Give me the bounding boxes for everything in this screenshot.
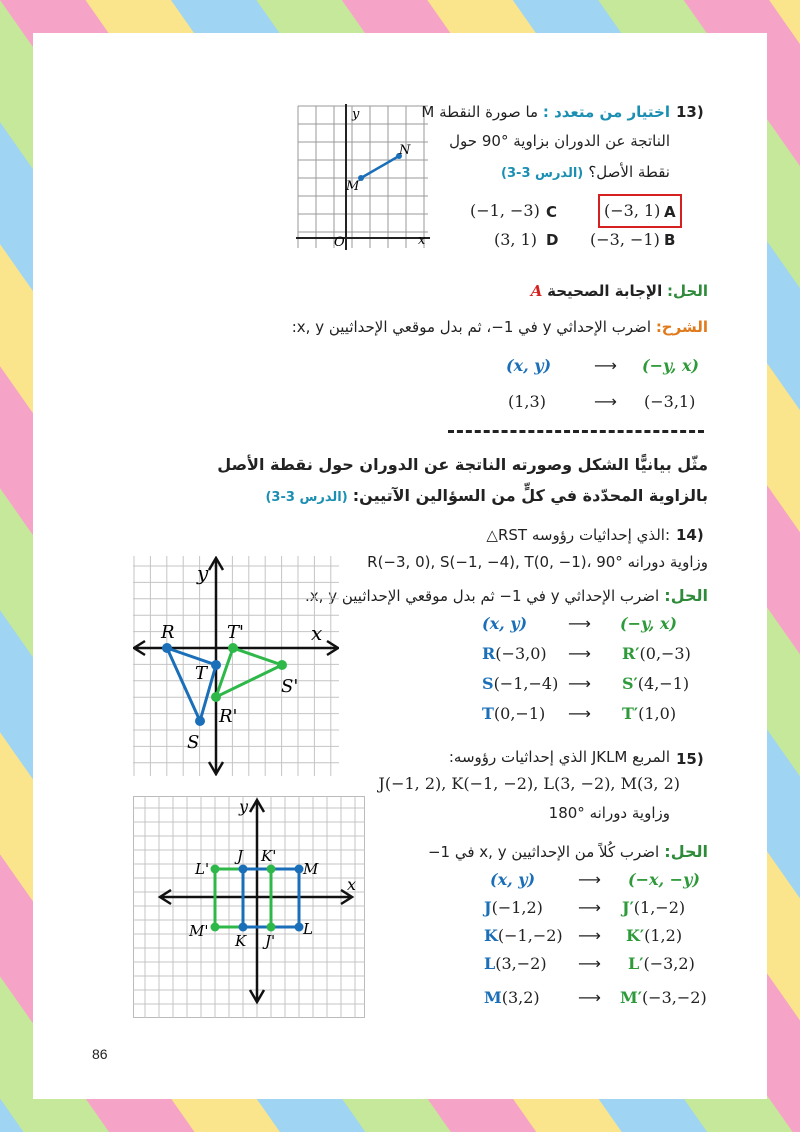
q13-choice-c-value[interactable]: (−1, −3): [470, 201, 540, 220]
q14-header-arrow: ⟶: [568, 614, 591, 633]
q14-point-r-label: R: [161, 622, 175, 643]
section-heading-line2: [265, 486, 708, 505]
q15-row-to-value: (−3,−2): [641, 988, 707, 1007]
q15-row-from-letter: M: [484, 988, 502, 1007]
section-lesson: (الدرس 3-3): [265, 490, 348, 505]
q15-point-lp-label: L': [195, 860, 210, 878]
q14-row: [482, 644, 547, 663]
q14-line1: △RST الذي إحداثيات رؤوسه:: [486, 526, 670, 544]
q15-number: 15): [676, 750, 704, 768]
q14-row-from-letter: T: [482, 704, 494, 723]
q15-point-kp-label: K': [261, 847, 277, 865]
q14-row-from-letter: R: [482, 644, 496, 663]
q15-header-to: (−x, −y): [628, 870, 700, 889]
q14-solution-line: [305, 586, 708, 605]
section-heading-line2-text: بالزاوية المحدّدة في كلٍّ من السؤالين الآتيين:: [352, 486, 708, 505]
q14-point-rp-label: R': [219, 706, 238, 727]
q15-point-mp-label: M': [189, 922, 209, 940]
q14-row: [482, 674, 558, 693]
q13-tag: اختيار من متعدد :: [542, 103, 670, 121]
q15-point-m-label: M: [303, 860, 319, 878]
q13-explain-text: اضرب الإحداثي y في 1−، ثم بدل موقعي الإحداثيين x, y:: [291, 318, 652, 336]
q15-row: [484, 954, 547, 973]
q15-graph: [133, 796, 365, 1018]
q14-row-image: [622, 674, 689, 693]
q13-choice-d-value[interactable]: (3, 1): [494, 230, 538, 249]
q15-row-arrow: ⟶: [578, 926, 601, 945]
q13-explain-line: [292, 318, 708, 336]
q13-question: ما صورة النقطة M: [421, 103, 539, 121]
q13-example-from: (1,3): [508, 392, 546, 411]
q13-point-m-label: M: [346, 179, 360, 194]
q13-choice-d-letter: D: [546, 231, 559, 249]
q14-row-arrow: ⟶: [568, 674, 591, 693]
q13-choice-c-letter: C: [546, 203, 558, 221]
q14-row-to-letter: R′: [622, 644, 640, 663]
q15-point-k-label: K: [235, 932, 247, 950]
q15-row-to-value: (1,2): [644, 926, 683, 945]
page-number: 86: [92, 1046, 108, 1062]
q14-row-to-value: (0,−3): [639, 644, 691, 663]
q14-row-image: [622, 704, 676, 723]
q15-row-from-value: (3,2): [501, 988, 540, 1007]
q13-choice-b-letter: B: [664, 231, 676, 249]
q13-choice-a-letter: A: [664, 203, 676, 221]
q13-line3-text: نقطة الأصل؟: [588, 163, 670, 181]
q14-row-to-letter: T′: [622, 704, 639, 723]
q15-row-image: [626, 926, 682, 945]
q15-line1: المربع JKLM الذي إحداثيات رؤوسه:: [448, 748, 670, 766]
q13-solution-label: الحل:: [667, 282, 708, 300]
q15-row-to-value: (−3,2): [643, 954, 695, 973]
q15-solution-line: [428, 842, 708, 861]
q13-line1: [421, 103, 670, 121]
q14-line2: R(−3, 0), S(−1, −4), T(0, −1)، وزاوية دورانه °90: [367, 553, 708, 571]
q15-row-image: [622, 898, 685, 917]
q13-answer-text: الإجابة الصحيحة: [547, 282, 663, 300]
q15-row-from-value: (−1,−2): [497, 926, 563, 945]
q14-row-from-value: (−3,0): [495, 644, 547, 663]
q15-point-l-label: L: [303, 920, 313, 938]
q15-axis-y-label: y: [239, 797, 249, 816]
q14-row-to-value: (1,0): [638, 704, 677, 723]
q14-axis-y-label: y: [197, 561, 209, 585]
q14-row-to-letter: S′: [622, 674, 638, 693]
q15-row-to-letter: L′: [628, 954, 644, 973]
q13-line3: [501, 162, 670, 181]
q14-point-s-label: S: [187, 732, 200, 753]
q13-lesson: (الدرس 3-3): [501, 166, 584, 181]
q15-row-image: [628, 954, 695, 973]
q15-row-arrow: ⟶: [578, 988, 601, 1007]
q14-row-from-value: (−1,−4): [493, 674, 559, 693]
q15-solution-label: الحل:: [664, 842, 708, 861]
q13-map-to: (−y, x): [642, 356, 699, 375]
q14-row-to-value: (4,−1): [637, 674, 690, 693]
q15-row-arrow: ⟶: [578, 954, 601, 973]
q14-solution-text: اضرب الإحداثي y في 1− ثم بدل موقعي الإحداثيين x, y.: [305, 587, 660, 605]
q15-row-from-value: (−1,2): [491, 898, 543, 917]
q13-answer-letter: A: [530, 282, 543, 300]
section-divider: [448, 430, 704, 433]
q15-row-to-letter: K′: [626, 926, 645, 945]
q13-axis-y-label: y: [352, 107, 360, 122]
q13-example-to: (−3,1): [644, 392, 696, 411]
q15-point-j-label: J: [237, 847, 244, 865]
q15-row-arrow: ⟶: [578, 898, 601, 917]
q13-explain-label: الشرح:: [655, 318, 708, 336]
q13-map-arrow: ⟶: [594, 356, 617, 375]
q14-row-image: [622, 644, 691, 663]
q13-answer-line: [531, 282, 708, 300]
q15-row-from-letter: K: [484, 926, 498, 945]
q14-row-from-letter: S: [482, 674, 494, 693]
q14-point-tp-label: T': [227, 622, 244, 643]
q13-number: 13): [676, 103, 704, 121]
q15-point-jp-label: J': [265, 932, 276, 950]
q13-point-n-label: N: [399, 143, 411, 158]
q14-row-arrow: ⟶: [568, 704, 591, 723]
q14-graph: [133, 556, 339, 776]
q14-axis-x-label: x: [311, 621, 323, 645]
q14-header-from: (x, y): [482, 614, 528, 633]
q15-axis-x-label: x: [347, 875, 357, 894]
q13-choice-b-value[interactable]: (−3, −1): [590, 230, 660, 249]
q15-row-to-letter: M′: [620, 988, 642, 1007]
q14-header-to: (−y, x): [620, 614, 677, 633]
q14-point-t-label: T: [195, 663, 208, 684]
q15-row: [484, 988, 540, 1007]
q13-graph: [296, 104, 430, 250]
q15-header-arrow: ⟶: [578, 870, 601, 889]
q14-point-sp-label: S': [281, 676, 299, 697]
q15-header-from: (x, y): [490, 870, 536, 889]
q14-row-from-value: (0,−1): [493, 704, 546, 723]
q13-map-from: (x, y): [506, 356, 552, 375]
q14-number: 14): [676, 526, 704, 544]
q15-row: [484, 898, 543, 917]
q15-row-to-value: (1,−2): [633, 898, 686, 917]
q14-solution-label: الحل:: [664, 586, 708, 605]
q13-line2: الناتجة عن الدوران بزاوية °90 حول: [449, 132, 670, 150]
q13-origin-label: O: [334, 235, 345, 250]
q15-row-from-letter: L: [484, 954, 496, 973]
q15-row-to-letter: J′: [622, 898, 634, 917]
q15-solution-text: اضرب كُلاً من الإحداثيين x, y في 1−: [427, 843, 660, 861]
q15-row: [484, 926, 563, 945]
q15-row-from-letter: J: [484, 898, 492, 917]
q15-line3: وزاوية دورانه °180: [548, 804, 670, 822]
section-heading-line1: مثّل بيانيًّا الشكل وصورته الناتجة عن الدوران حول نقطة الأصل: [217, 455, 708, 474]
q15-line2: J(−1, 2), K(−1, −2), L(3, −2), M(3, 2): [378, 774, 680, 793]
q15-row-image: [620, 988, 707, 1007]
q13-axis-x-label: x: [418, 233, 426, 248]
q15-row-from-value: (3,−2): [495, 954, 547, 973]
q13-choice-a-value: (−3, 1): [604, 201, 661, 220]
q14-row: [482, 704, 545, 723]
q13-example-arrow: ⟶: [594, 392, 617, 411]
q14-row-arrow: ⟶: [568, 644, 591, 663]
